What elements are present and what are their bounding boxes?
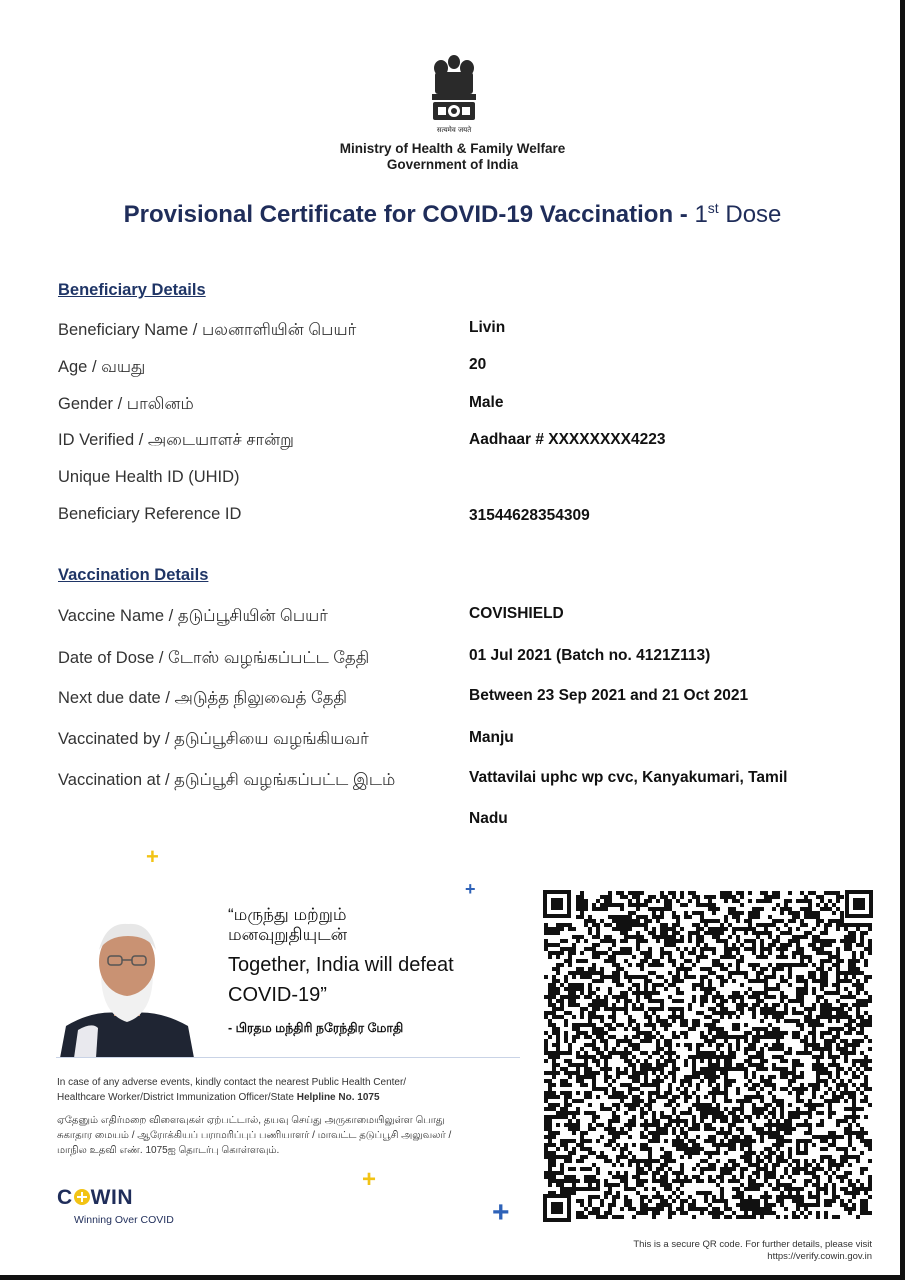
cowin-logo-circle bbox=[74, 1189, 90, 1205]
portrait-image bbox=[56, 918, 198, 1058]
date-of-dose-value: 01 Jul 2021 (Batch no. 4121Z113) bbox=[469, 647, 711, 664]
plus-icon: + bbox=[362, 1166, 377, 1193]
vaccine-name-value: COVISHIELD bbox=[469, 605, 564, 622]
emblem-motto: सत्यमेव जयते bbox=[436, 126, 472, 134]
vaccinated-by-value: Manju bbox=[469, 729, 514, 746]
plus-icon: + bbox=[146, 844, 159, 869]
page-border-right bbox=[900, 0, 905, 1280]
adverse-events-line2: Healthcare Worker/District Immunization Officer/State bbox=[57, 1092, 297, 1103]
vaccine-name-label: Vaccine Name / தடுப்பூசியின் பெயர் bbox=[58, 607, 328, 625]
adverse-events-tamil-line1: ஏதேனும் எதிர்மறை விளைவுகள் ஏற்பட்டால், தயவு செய்து அருகாமையிலுள்ள பொது bbox=[57, 1115, 445, 1126]
cowin-logo bbox=[57, 1186, 133, 1210]
adverse-events-tamil bbox=[57, 1113, 502, 1158]
vaccination-at-value-cont: Nadu bbox=[469, 810, 508, 827]
divider bbox=[56, 1057, 520, 1058]
next-due-date-label: Next due date / அடுத்த நிலுவைத் தேதி bbox=[58, 689, 348, 707]
page-border-bottom bbox=[0, 1275, 905, 1280]
beneficiary-name-label: Beneficiary Name / பலனாளியின் பெயர் bbox=[58, 321, 357, 339]
cowin-logo-c: C bbox=[57, 1186, 73, 1209]
government-name: Government of India bbox=[386, 157, 519, 172]
cowin-tagline: Winning Over COVID bbox=[74, 1214, 174, 1226]
vaccination-details-heading: Vaccination Details bbox=[58, 566, 209, 584]
id-verified-label: ID Verified / அடையாளச் சான்று bbox=[58, 431, 294, 449]
quote-english-line2: COVID-19” bbox=[228, 984, 327, 1006]
adverse-events-english bbox=[57, 1075, 502, 1105]
age-value: 20 bbox=[469, 356, 487, 373]
uhid-label: Unique Health ID (UHID) bbox=[58, 468, 240, 486]
plus-icon: + bbox=[465, 879, 476, 899]
reference-id-label: Beneficiary Reference ID bbox=[58, 505, 242, 523]
cowin-logo-text: WIN bbox=[90, 1186, 133, 1209]
adverse-events-line1: In case of any adverse events, kindly contact the nearest Public Health Center/ bbox=[57, 1077, 407, 1088]
ministry-name: Ministry of Health & Family Welfare bbox=[339, 141, 566, 156]
vaccination-at-value: Vattavilai uphc wp cvc, Kanyakumari, Tamil bbox=[469, 769, 788, 786]
plus-icon: + bbox=[492, 1196, 510, 1229]
id-verified-value: Aadhaar # XXXXXXXX4223 bbox=[469, 431, 666, 448]
helpline-number: Helpline No. 1075 bbox=[296, 1092, 380, 1103]
quote-author: - பிரதம மந்திரி நரேந்திர மோதி bbox=[228, 1021, 404, 1035]
next-due-date-value: Between 23 Sep 2021 and 21 Oct 2021 bbox=[469, 687, 749, 704]
quote-tamil-line1: “மருந்து மற்றும் bbox=[228, 905, 347, 924]
national-emblem-icon bbox=[427, 52, 481, 136]
quote-english-line1: Together, India will defeat bbox=[228, 954, 454, 976]
qr-note bbox=[540, 1239, 872, 1263]
age-label: Age / வயது bbox=[58, 358, 146, 376]
quote-english bbox=[228, 950, 503, 1010]
vaccination-at-label: Vaccination at / தடுப்பூசி வழங்கப்பட்ட இடம் bbox=[58, 771, 396, 789]
gender-label: Gender / பாலினம் bbox=[58, 395, 194, 413]
title-dose-number: 1 bbox=[694, 201, 708, 228]
title-dose-suffix: st bbox=[707, 200, 719, 216]
qr-note-line1: This is a secure QR code. For further details, please visit bbox=[633, 1239, 872, 1250]
vaccinated-by-label: Vaccinated by / தடுப்பூசியை வழங்கியவர் bbox=[58, 730, 369, 748]
beneficiary-name-value: Livin bbox=[469, 319, 506, 336]
adverse-events-tamil-line3: மாநில உதவி எண். 1075ஐ தொடர்பு கொள்ளவும். bbox=[57, 1145, 280, 1156]
gender-value: Male bbox=[469, 394, 504, 411]
title-main: Provisional Certificate for COVID-19 Vaccination - bbox=[123, 201, 695, 228]
title-dose-word: Dose bbox=[718, 201, 782, 228]
qr-code bbox=[543, 890, 873, 1222]
beneficiary-details-heading: Beneficiary Details bbox=[58, 281, 206, 299]
adverse-events-tamil-line2: சுகாதார மையம் / ஆரோக்கியப் பராமரிப்புப் பணியாளர் / மாவட்ட தடுப்பூசி அலுவலர் / bbox=[57, 1130, 452, 1141]
quote-tamil-line2: மனவுறுதியுடன் bbox=[228, 925, 348, 944]
certificate-title bbox=[0, 200, 905, 229]
date-of-dose-label: Date of Dose / டோஸ் வழங்கப்பட்ட தேதி bbox=[58, 649, 370, 667]
qr-verify-link[interactable]: https://verify.cowin.gov.in bbox=[767, 1251, 872, 1262]
reference-id-value: 31544628354309 bbox=[469, 507, 590, 524]
quote-tamil bbox=[228, 905, 488, 945]
